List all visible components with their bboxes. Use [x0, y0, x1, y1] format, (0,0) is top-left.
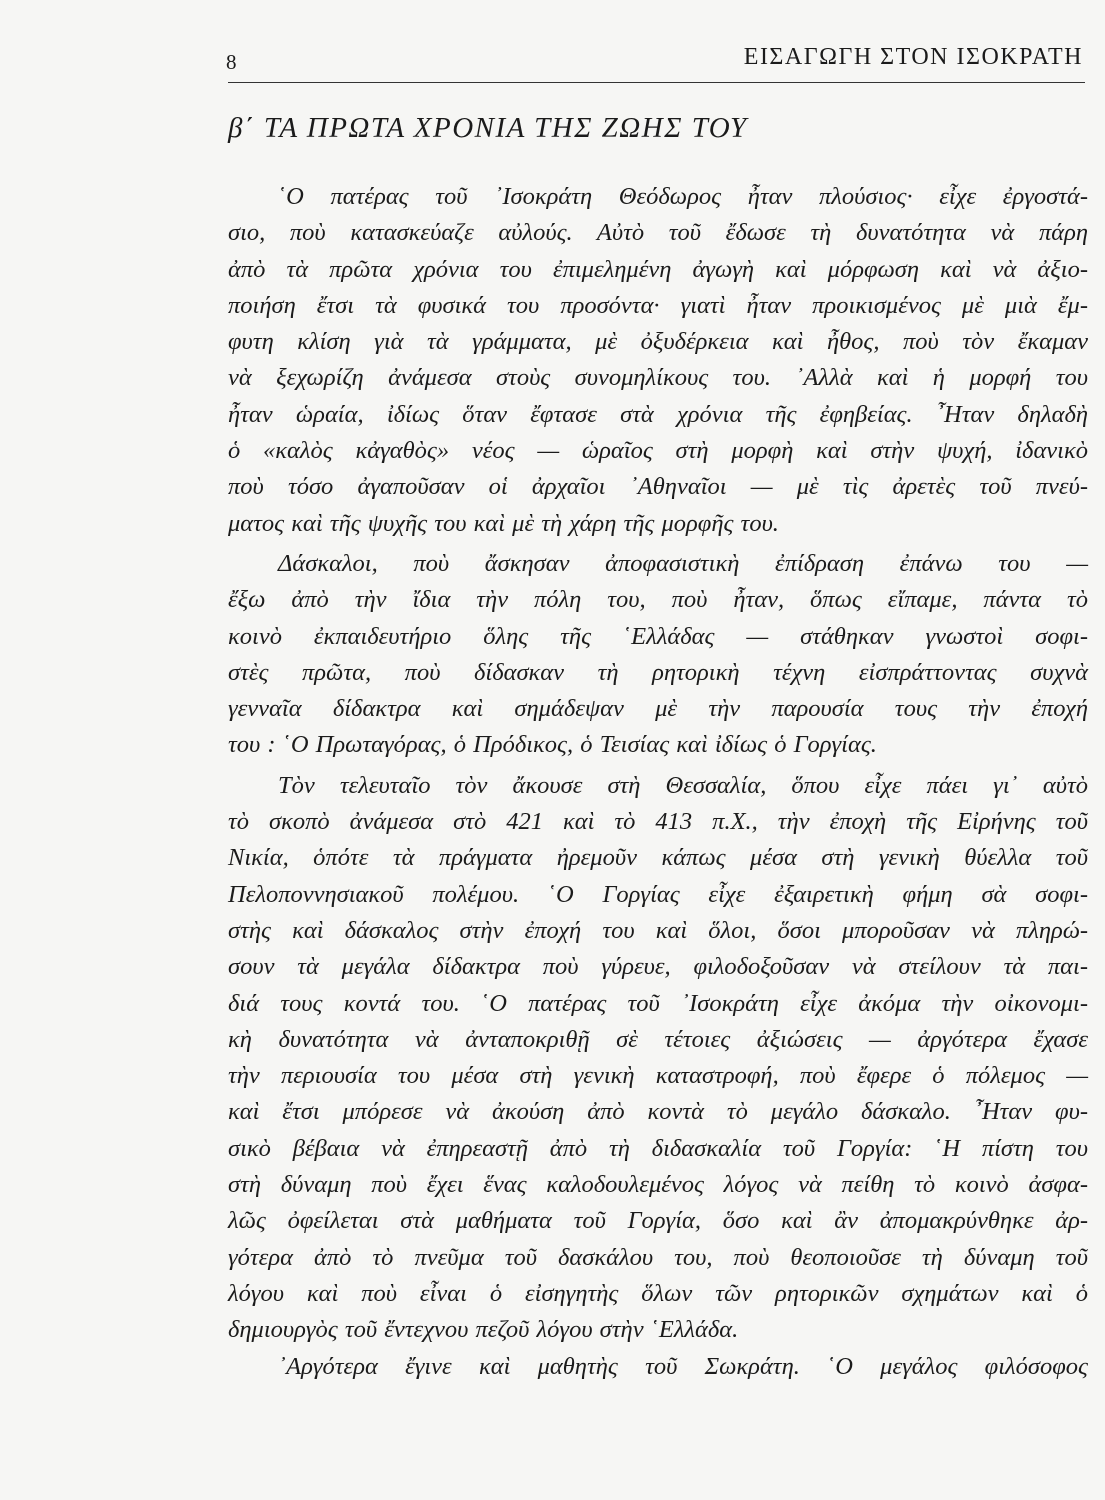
text-line: Τὸν τελευταῖο τὸν ἄκουσε στὴ Θεσσαλία, ὅπου εἶχε πάει γι᾿ αὐτὸ [278, 771, 1088, 799]
text-line: νὰ ξεχωρίζη ἀνάμεσα στοὺς συνομηλίκους του. ᾿Αλλὰ καὶ ἡ μορφή του [228, 364, 1088, 392]
text-line: ποὺ τόσο ἀγαποῦσαν οἱ ἀρχαῖοι ᾿Αθηναῖοι — μὲ τὶς ἀρετὲς τοῦ πνεύ- [228, 473, 1088, 501]
text-line: Δάσκαλοι, ποὺ ἄσκησαν ἀποφασιστικὴ ἐπίδραση ἐπάνω του — [278, 549, 1088, 577]
page-number: 8 [226, 50, 237, 74]
running-title: ΕΙΣΑΓΩΓΗ ΣΤΟΝ ΙΣΟΚΡΑΤΗ [743, 44, 1083, 70]
text-line: τὴν περιουσία του μέσα στὴ γενικὴ καταστροφή, ποὺ ἔφερε ὁ πόλεμος — [228, 1062, 1088, 1090]
text-line: ῾Ο πατέρας τοῦ ᾿Ισοκράτη Θεόδωρος ἦταν πλούσιος· εἶχε ἐργοστά- [278, 183, 1088, 210]
text-line: σικὸ βέβαια νὰ ἐπηρεαστῇ ἀπὸ τὴ διδασκαλία τοῦ Γοργία: ῾Η πίστη του [228, 1134, 1088, 1162]
text-line: φυτη κλίση γιὰ τὰ γράμματα, μὲ ὀξυδέρκεια καὶ ἦθος, ποὺ τὸν ἔκαμαν [228, 328, 1088, 356]
text-line: ὁ «καλὸς κἀγαθὸς» νέος — ὡραῖος στὴ μορφὴ καὶ στὴν ψυχή, ἰδανικὸ [228, 437, 1088, 465]
paragraph-4 [228, 1349, 1088, 1385]
text-line: γενναῖα δίδακτρα καὶ σημάδεψαν μὲ τὴν παρουσία τους τὴν ἐποχή [228, 695, 1088, 723]
text-line: στὴ δύναμη ποὺ ἔχει ἕνας καλοδουλεμένος λόγος νὰ πείθη τὸ κοινὸ ἀσφα- [228, 1171, 1088, 1199]
text-line: δημιουργὸς τοῦ ἔντεχνου πεζοῦ λόγου στὴν ῾Ελλάδα. [228, 1316, 739, 1344]
text-line: ᾿Αργότερα ἔγινε καὶ μαθητὴς τοῦ Σωκράτη. ῾Ο μεγάλος φιλόσοφος [278, 1352, 1088, 1380]
text-line: σιο, ποὺ κατασκεύαζε αὐλούς. Αὐτὸ τοῦ ἔδωσε τὴ δυνατότητα νὰ πάρη [228, 219, 1088, 247]
body-text [228, 179, 1088, 1385]
text-line: γότερα ἀπὸ τὸ πνεῦμα τοῦ δασκάλου του, ποὺ θεοποιοῦσε τὴ δύναμη τοῦ [228, 1243, 1088, 1271]
text-line: λόγου καὶ ποὺ εἶναι ὁ εἰσηγητὴς ὅλων τῶν ρητορικῶν σχημάτων καὶ ὁ [228, 1279, 1088, 1307]
section-heading: β΄ ΤΑ ΠΡΩΤΑ ΧΡΟΝΙΑ ΤΗΣ ΖΩΗΣ ΤΟΥ [228, 112, 748, 144]
text-line: Πελοποννησιακοῦ πολέμου. ῾Ο Γοργίας εἶχε ἐξαιρετικὴ φήμη σὰ σοφι- [228, 880, 1088, 908]
text-line: λῶς ὀφείλεται στὰ μαθήματα τοῦ Γοργία, ὅσο καὶ ἂν ἀπομακρύνθηκε ἀρ- [228, 1207, 1088, 1235]
paragraph-2 [228, 546, 1088, 764]
text-line: Νικία, ὁπότε τὰ πράγματα ἠρεμοῦν κάπως μέσα στὴ γενικὴ θύελλα τοῦ [228, 844, 1088, 872]
text-line: στὲς πρῶτα, ποὺ δίδασκαν τὴ ρητορικὴ τέχνη εἰσπράττοντας συχνὰ [228, 658, 1088, 686]
paragraph-1 [228, 179, 1088, 542]
text-line: καὶ ἔτσι μπόρεσε νὰ ἀκούση ἀπὸ κοντὰ τὸ μεγάλο δάσκαλο. ῏Ηταν φυ- [228, 1098, 1088, 1126]
text-line: ματος καὶ τῆς ψυχῆς του καὶ μὲ τὴ χάρη τῆς μορφῆς του. [228, 509, 779, 537]
text-line: διά τους κοντά του. ῾Ο πατέρας τοῦ ᾿Ισοκράτη εἶχε ἀκόμα τὴν οἰκονομι- [228, 989, 1088, 1017]
text-line: ἀπὸ τὰ πρῶτα χρόνια του ἐπιμελημένη ἀγωγὴ καὶ μόρφωση καὶ νὰ ἀξιο- [228, 255, 1088, 283]
text-line: στὴς καὶ δάσκαλος στὴν ἐποχή του καὶ ὅλοι, ὅσοι μποροῦσαν νὰ πληρώ- [228, 916, 1088, 944]
text-line: του : ῾Ο Πρωταγόρας, ὁ Πρόδικος, ὁ Τεισίας καὶ ἰδίως ὁ Γοργίας. [228, 731, 877, 759]
header-rule [228, 82, 1085, 83]
text-line: κὴ δυνατότητα νὰ ἀνταποκριθῇ σὲ τέτοιες ἀξιώσεις — ἀργότερα ἔχασε [228, 1025, 1088, 1053]
text-line: ἦταν ὡραία, ἰδίως ὅταν ἔφτασε στὰ χρόνια τῆς ἐφηβείας. ῏Ηταν δηλαδὴ [228, 400, 1088, 428]
text-line: τὸ σκοπὸ ἀνάμεσα στὸ 421 καὶ τὸ 413 π.Χ., τὴν ἐποχὴ τῆς Εἰρήνης τοῦ [228, 808, 1088, 836]
text-line: κοινὸ ἐκπαιδευτήριο ὅλης τῆς ῾Ελλάδας — στάθηκαν γνωστοὶ σοφι- [228, 622, 1088, 650]
text-line: σουν τὰ μεγάλα δίδακτρα ποὺ γύρευε, φιλοδοξοῦσαν νὰ στείλουν τὰ παι- [228, 953, 1088, 981]
text-line: ἔξω ἀπὸ τὴν ἴδια τὴν πόλη του, ποὺ ἦταν, ὅπως εἴπαμε, πάντα τὸ [228, 586, 1088, 614]
text-line: ποιήση ἔτσι τὰ φυσικά του προσόντα· γιατὶ ἦταν προικισμένος μὲ μιὰ ἔμ- [228, 291, 1088, 319]
running-header [226, 40, 1083, 80]
paragraph-3 [228, 768, 1088, 1349]
